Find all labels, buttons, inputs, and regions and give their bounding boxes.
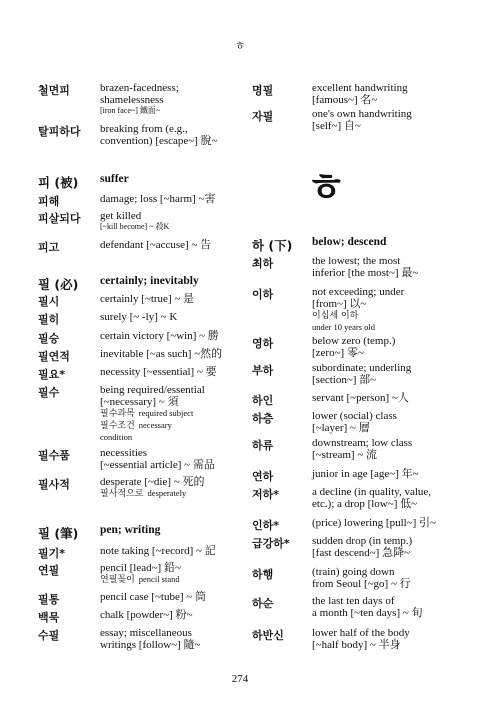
sub-entry — [100, 420, 205, 432]
sub-entry — [312, 322, 404, 333]
definition-line: not exceeding; under — [312, 286, 405, 298]
sub-entry-gloss: necessary — [138, 420, 172, 430]
sub-entry — [100, 408, 205, 420]
headword: 필사적 — [38, 478, 70, 491]
headword: 피고 — [38, 241, 60, 254]
sub-entry-word: 필수조건 — [100, 421, 135, 431]
definition-line: inferior [the most~] 最~ — [312, 267, 419, 279]
definition — [312, 627, 410, 651]
definition — [100, 330, 219, 342]
definition-line: certainly; inevitably — [100, 275, 199, 287]
definition — [312, 335, 395, 359]
definition-line: certainly [~true] ~ 是 — [100, 293, 195, 305]
definition-line: from Seoul [~go] ~ 行 — [312, 578, 411, 590]
definition — [100, 384, 205, 443]
sub-entry-word: 필수과목 — [100, 409, 135, 419]
sub-entry — [312, 310, 404, 322]
headword: 탈피하다 — [38, 125, 81, 138]
section-letter: ㅎ — [306, 165, 346, 211]
definition-line: convention) [escape~] 脫~ — [100, 135, 218, 147]
headword: 필수 — [38, 386, 60, 399]
definition — [312, 286, 404, 333]
definition — [312, 486, 431, 510]
definition-line: the lowest; the most — [312, 255, 401, 267]
definition — [312, 566, 411, 590]
definition-line: pencil case [~tube] ~ 筒 — [100, 591, 206, 603]
headword: 부하 — [252, 364, 274, 377]
root-headword: 필 (筆) — [38, 526, 79, 541]
definition-line: servant [~person] ~人 — [312, 392, 409, 404]
definition-line: chalk [powder~] 粉~ — [100, 609, 193, 621]
definition-line: writings [follow~] 隨~ — [100, 639, 201, 651]
definition-line: excellent handwriting — [312, 82, 408, 94]
headword: 수필 — [38, 629, 60, 642]
definition — [312, 410, 397, 434]
definition — [312, 392, 409, 404]
root-headword: 하 (下) — [252, 238, 293, 253]
sub-entry — [100, 432, 205, 443]
definition-line: surely [~ -ly] ~ K — [100, 311, 178, 323]
definition — [312, 255, 418, 279]
definition — [100, 82, 179, 116]
definition-line: [self~] 自~ — [312, 120, 361, 132]
definition-line: [section~] 部~ — [312, 374, 377, 386]
definition — [312, 595, 423, 619]
headword: 영하 — [252, 337, 274, 350]
headword: 하반신 — [252, 629, 284, 642]
definition — [312, 82, 408, 106]
definition-line: [zero~] 零~ — [312, 347, 364, 359]
definition — [100, 239, 211, 251]
definition-line: etc.); a drop [low~] 低~ — [312, 498, 418, 510]
definition-line: [fast descend~] 急降~ — [312, 547, 411, 559]
definition — [100, 627, 201, 651]
definition-line: defendant [~accuse] ~ 告 — [100, 239, 212, 251]
definition-line: the last ten days of — [312, 595, 395, 607]
definition-line: junior in age [age~] 年~ — [312, 468, 419, 480]
definition — [312, 468, 419, 480]
headword: 명필 — [252, 84, 274, 97]
definition — [100, 348, 222, 360]
definition-line: shamelessness — [100, 94, 164, 106]
definition — [100, 476, 204, 500]
headword: 백묵 — [38, 611, 60, 624]
definition — [312, 362, 411, 386]
definition-line: below; descend — [312, 236, 387, 248]
definition-line: brazen-facedness; — [100, 82, 179, 94]
headword: 하순 — [252, 597, 274, 610]
definition-line: inevitable [~as such] ~然的 — [100, 348, 223, 360]
headword: 필히 — [38, 313, 60, 326]
definition-line: note taking [~record] ~ 記 — [100, 545, 216, 557]
definition-line: [from~] 以~ — [312, 298, 367, 310]
definition — [100, 545, 216, 557]
sub-entry-gloss: condition — [100, 432, 133, 442]
sub-entry — [100, 488, 204, 500]
definition — [100, 210, 169, 232]
headword: 저하* — [252, 488, 280, 501]
headword: 피살되다 — [38, 212, 81, 225]
definition — [312, 535, 412, 559]
definition-line: [~essential article] ~ 需品 — [100, 459, 215, 471]
definition-line: lower (social) class — [312, 410, 397, 422]
headword: 하인 — [252, 394, 274, 407]
headword: 연필 — [38, 564, 60, 577]
definition-line: a month [~ten days] ~ 旬 — [312, 607, 423, 619]
definition — [100, 311, 177, 323]
headword: 급강하* — [252, 537, 290, 550]
definition — [312, 236, 386, 248]
definition-line: certain victory [~win] ~ 勝 — [100, 330, 219, 342]
headword: 인하* — [252, 519, 280, 532]
sub-entry-word: 연필꽂이 — [100, 575, 135, 585]
headword: 필승 — [38, 332, 60, 345]
definition — [312, 517, 436, 529]
definition — [100, 293, 194, 305]
sub-entry-gloss: desperately — [147, 488, 187, 498]
definition-line: [~necessary] ~ 須 — [100, 396, 179, 408]
headword: 이하 — [252, 288, 274, 301]
headword: 필요* — [38, 368, 66, 381]
definition — [100, 447, 215, 471]
headword: 필수품 — [38, 449, 70, 462]
definition — [100, 366, 217, 378]
definition-line: damage; loss [~harm] ~害 — [100, 193, 216, 205]
running-head: ㅎ — [234, 39, 246, 52]
definition — [100, 609, 193, 621]
headword: 연하 — [252, 470, 274, 483]
definition-line: sudden drop (in temp.) — [312, 535, 413, 547]
definition-line: lower half of the body — [312, 627, 410, 639]
definition-line: [~layer] ~ 層 — [312, 422, 370, 434]
definition — [100, 562, 181, 586]
definition-line: breaking from (e.g., — [100, 123, 188, 135]
definition-line: pen; writing — [100, 524, 161, 536]
root-headword: 피 (被) — [38, 175, 79, 190]
definition — [100, 591, 206, 603]
sub-entry-word: 필사적으로 — [100, 489, 144, 499]
definition-line: necessity [~essential] ~ 要 — [100, 366, 217, 378]
headword: 피해 — [38, 195, 60, 208]
definition — [312, 437, 412, 461]
headword: 하행 — [252, 568, 274, 581]
definition — [100, 123, 218, 147]
headword: 하류 — [252, 439, 274, 452]
headword: 필기* — [38, 547, 66, 560]
definition-line: [~half body] ~ 半身 — [312, 639, 401, 651]
headword: 자필 — [252, 110, 274, 123]
etymology-note: [iron face~] 鐵面~ — [100, 106, 161, 115]
sub-entry-gloss: required subject — [138, 408, 194, 418]
definition-line: [~stream] ~ 流 — [312, 449, 378, 461]
definition-line: one's own handwriting — [312, 108, 412, 120]
headword: 최하 — [252, 257, 274, 270]
definition-line: suffer — [100, 173, 129, 185]
definition-line: necessities — [100, 447, 148, 459]
sub-entry-gloss: under 10 years old — [312, 322, 376, 332]
definition — [100, 275, 199, 287]
definition — [100, 193, 215, 205]
headword: 필시 — [38, 295, 60, 308]
definition-line: (price) lowering [pull~] 引~ — [312, 517, 437, 529]
definition-line: (train) going down — [312, 566, 395, 578]
definition — [100, 173, 129, 185]
root-headword: 필 (必) — [38, 277, 79, 292]
headword: 철면피 — [38, 84, 70, 97]
definition — [100, 524, 160, 536]
sub-entry — [100, 574, 181, 586]
definition-line: get killed — [100, 210, 142, 222]
etymology-note: [~kill become] ~ 殺K — [100, 222, 170, 231]
definition-line: a decline (in quality, value, — [312, 486, 432, 498]
definition-line: below zero (temp.) — [312, 335, 396, 347]
definition-line: being required/essential — [100, 384, 205, 396]
definition-line: pencil [lead~] 鉛~ — [100, 562, 181, 574]
definition-line: essay; miscellaneous — [100, 627, 192, 639]
headword: 필연적 — [38, 350, 70, 363]
headword: 필통 — [38, 593, 60, 606]
definition-line: desperate [~die] ~ 死的 — [100, 476, 205, 488]
definition-line: downstream; low class — [312, 437, 413, 449]
sub-entry-word: 이십세 이하 — [312, 311, 359, 321]
definition-line: subordinate; underling — [312, 362, 412, 374]
definition-line: [famous~] 名~ — [312, 94, 378, 106]
headword: 하층 — [252, 412, 274, 425]
definition — [312, 108, 412, 132]
sub-entry-gloss: pencil stand — [138, 574, 180, 584]
page-number: 274 — [231, 673, 249, 685]
